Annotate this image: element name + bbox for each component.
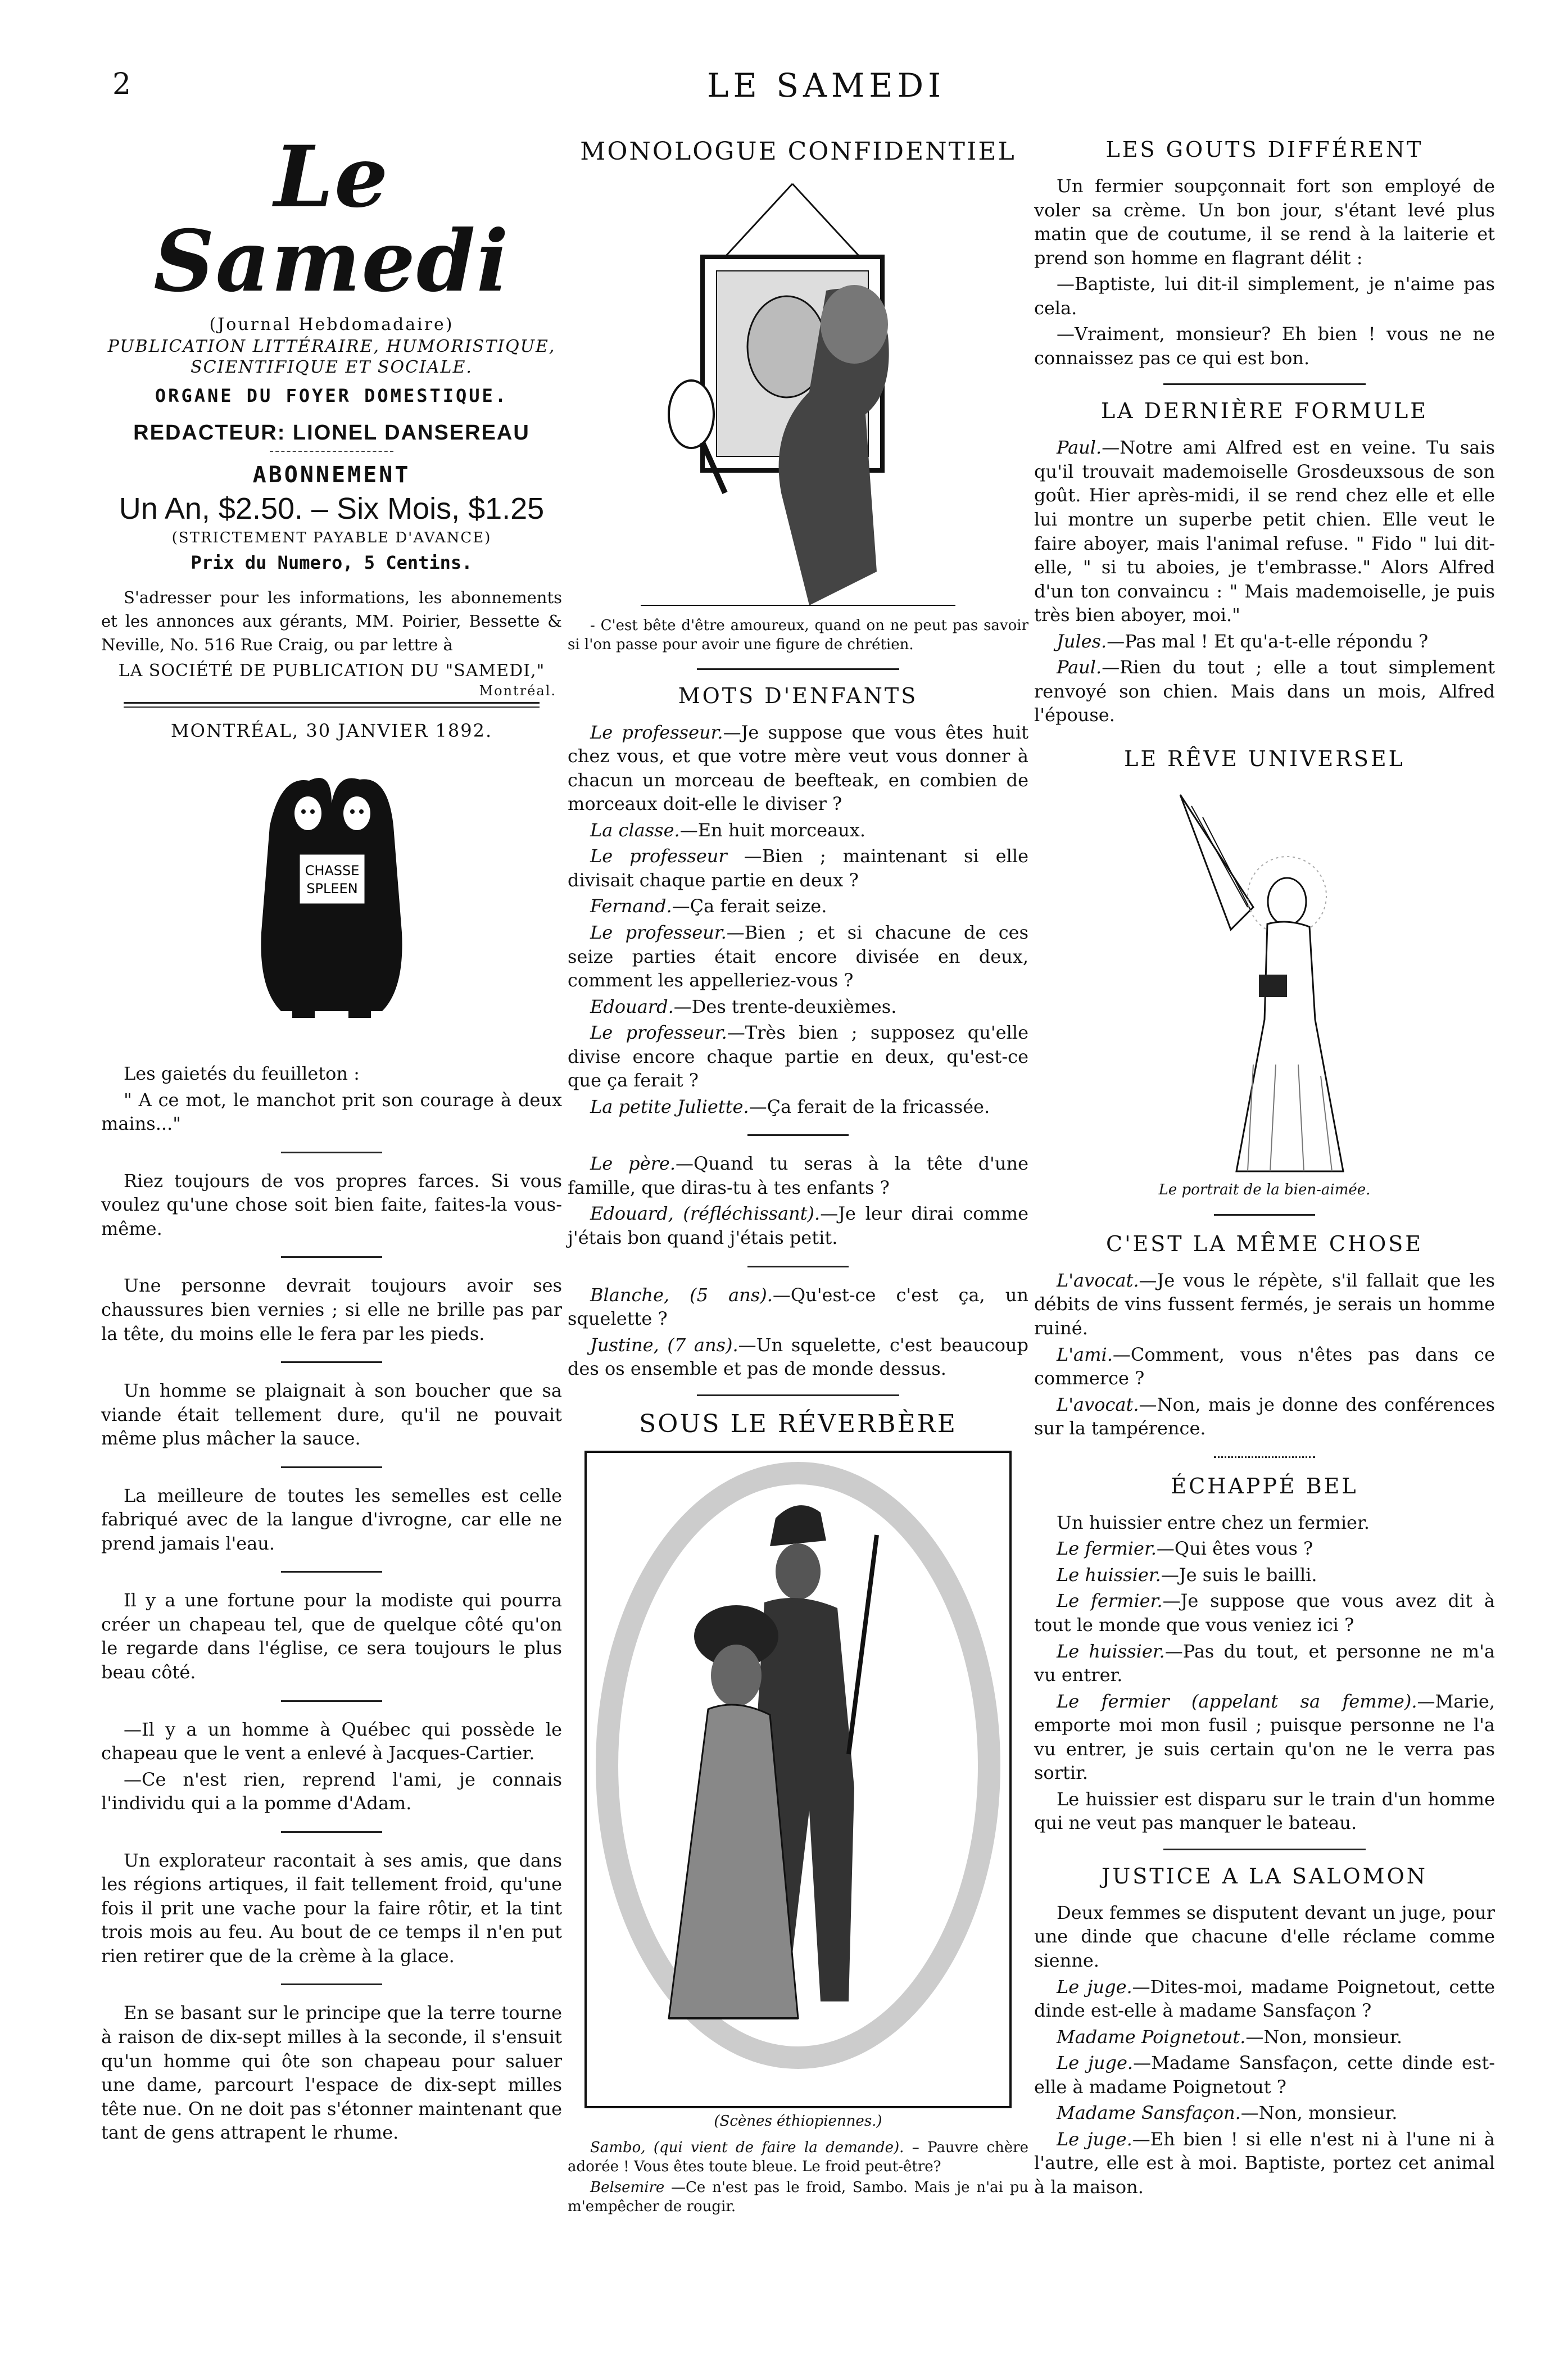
- masthead-tagline-2: SCIENTIFIQUE ET SOCIALE.: [191, 357, 473, 377]
- mots-line-1: Le professeur.—Je suppose que vous êtes huit chez vous, et que votre mère veut vous donner à chacun un morceau de beefteak, en combien de morceaux doit-elle le diviser ?: [568, 721, 1029, 815]
- masthead-divider: [270, 451, 393, 452]
- echappe-line-2: Le huissier.—Je suis le bailli.: [1057, 1564, 1317, 1586]
- meme-line-1: L'avocat.—Je vous le répète, s'il fallait que les débits de vins fussent fermés, je serais un homme ruiné.: [1034, 1269, 1495, 1339]
- masthead-strict: (STRICTEMENT PAYABLE D'AVANCE): [171, 529, 492, 546]
- sign-text-2: SPLEEN: [306, 881, 358, 897]
- col1-para-7a: —Il y a un homme à Québec qui possède le chapeau que le vent a enlevé à Jacques-Cartier.: [101, 1718, 562, 1764]
- separator: [747, 1134, 849, 1136]
- separator: [281, 1831, 382, 1833]
- masthead-organ: ORGANE DU FOYER DOMESTIQUE.: [155, 385, 509, 406]
- meme-line-3: L'avocat.—Non, mais je donne des conférences sur la tampérence.: [1034, 1393, 1495, 1439]
- separator: [747, 1266, 849, 1267]
- col1-para-8: Un explorateur racontait à ses amis, que dans les régions artiques, il fait tellement froid, qu'une fois il prit une vache pour la faire rôtir, et la tint trois mois au feu. Au bout de ce temps il n'en put rien retirer que de la crème à la glace.: [101, 1849, 562, 1967]
- masthead-tagline-1: PUBLICATION LITTÉRAIRE, HUMORISTIQUE,: [107, 337, 556, 356]
- mots-line-3: Le professeur —Bien ; maintenant si elle divisait chaque partie en deux ?: [568, 845, 1028, 891]
- column-1: [101, 129, 562, 2147]
- masthead-subtitle: (Journal Hebdomadaire): [209, 315, 454, 334]
- masthead-logo: Le Samedi: [153, 128, 510, 311]
- separator: [281, 1152, 382, 1153]
- caption-sambo: Sambo, (qui vient de faire la demande). – Pauvre chère adorée ! Vous êtes toute bleue. Le froid peut-être?: [568, 2139, 1028, 2175]
- face-right: [343, 796, 370, 830]
- separator: [281, 1983, 382, 1985]
- heading-reve-universel: LE RÊVE UNIVERSEL: [1124, 746, 1405, 771]
- mots-line-5: Le professeur.—Bien ; et si chacune de ces seize parties était encore divisée en deux, comment les appelleriez-vous ?: [568, 921, 1029, 991]
- echappe-para-0: Un huissier entre chez un fermier.: [1057, 1511, 1370, 1533]
- heading-gouts: LES GOUTS DIFFÉRENT: [1105, 137, 1424, 162]
- col1-para-1b: " A ce mot, le manchot prit son courage à deux mains...": [101, 1089, 562, 1135]
- justice-line-5: Le juge.—Eh bien ! si elle n'est ni à l'une ni à l'autre, elle est à moi. Baptiste, portez cet animal à la maison.: [1034, 2128, 1496, 2198]
- heading-reverbere: SOUS LE RÉVERBÈRE: [639, 1409, 957, 1438]
- caption-belsemire: Belsemire —Ce n'est pas le froid, Sambo. Mais je n'ai pu m'empêcher de rougir.: [568, 2179, 1028, 2216]
- heading-derniere-formule: LA DERNIÈRE FORMULE: [1100, 398, 1429, 424]
- caption-monologue: - C'est bête d'être amoureux, quand on ne peut pas savoir si l'on passe pour avoir une figure de chrétien.: [568, 617, 1028, 653]
- heading-monologue: MONOLOGUE CONFIDENTIEL: [580, 137, 1016, 166]
- column-3: [1034, 129, 1495, 2201]
- mots-line-2: La classe.—En huit morceaux.: [590, 819, 865, 841]
- mots-line-10: Edouard, (réfléchissant).—Je leur dirai comme j'étais bon quand j'étais petit.: [568, 1203, 1029, 1248]
- heading-echappe-bel: ÉCHAPPÉ BEL: [1171, 1473, 1358, 1498]
- echappe-para-6: Le huissier est disparu sur le train d'un homme qui ne veut pas manquer le bateau.: [1034, 1788, 1495, 1834]
- reverbere-illustration: [584, 1451, 1012, 2108]
- heading-justice: JUSTICE A LA SALOMON: [1102, 1863, 1427, 1889]
- justice-line-2: Madame Poignetout.—Non, monsieur.: [1057, 2026, 1402, 2048]
- mots-line-9: Le père.—Quand tu seras à la tête d'une famille, que diras-tu à tes enfants ?: [568, 1153, 1029, 1198]
- masthead-society: LA SOCIÉTÉ DE PUBLICATION DU "SAMEDI,": [118, 661, 545, 681]
- gouts-para-2: —Baptiste, lui dit-il simplement, je n'aime pas cela.: [1034, 273, 1495, 319]
- formule-line-3: Paul.—Rien du tout ; elle a tout simplement renvoyé son chien. Mais dans un mois, Alfred l'épouse.: [1034, 656, 1495, 726]
- justice-line-3: Le juge.—Madame Sansfaçon, cette dinde est-elle à madame Poignetout ?: [1034, 2052, 1496, 2098]
- woman-face: [711, 1645, 762, 1706]
- formule-line-2: Jules.—Pas mal ! Et qu'a-t-elle répondu ?: [1057, 630, 1429, 652]
- col1-para-4: Un homme se plaignait à son boucher que sa viande était tellement dure, qu'il ne pouvait même plus mâcher la sauce.: [101, 1380, 562, 1450]
- mots-line-8: La petite Juliette.—Ça ferait de la fricassée.: [590, 1095, 990, 1117]
- heading-mots-enfants: MOTS D'ENFANTS: [678, 683, 918, 708]
- running-head: LE SAMEDI: [706, 66, 946, 105]
- separator: [1163, 383, 1366, 385]
- meme-line-2: L'ami.—Comment, vous n'êtes pas dans ce commerce ?: [1034, 1343, 1495, 1389]
- masthead-city: Montréal.: [479, 683, 556, 699]
- col1-para-1: Les gaietés du feuilleton :: [124, 1063, 360, 1085]
- mots-line-4: Fernand.—Ça ferait seize.: [590, 895, 827, 917]
- sign-text-1: CHASSE: [305, 863, 360, 879]
- masthead-editor: REDACTEUR: LIONEL DANSEREAU: [133, 421, 530, 445]
- masthead-double-rule: [124, 702, 540, 708]
- separator: [1214, 1456, 1315, 1458]
- mots-line-6: Edouard.—Des trente-deuxièmes.: [590, 995, 897, 1017]
- face-left: [294, 796, 321, 830]
- angel-wing: [1180, 795, 1253, 930]
- sign-board: [299, 854, 365, 904]
- two-women-illustration: [247, 764, 416, 1022]
- mots-line-11: Blanche, (5 ans).—Qu'est-ce c'est ça, un squelette ?: [568, 1284, 1029, 1330]
- separator: [1214, 1214, 1315, 1216]
- col1-para-2: Riez toujours de vos propres farces. Si vous voulez qu'une chose soit bien faite, faites-la vous-même.: [101, 1170, 562, 1239]
- col1-para-5: La meilleure de toutes les semelles est celle fabriqué avec de la langue d'ivrogne, car elle ne prend jamais l'eau.: [101, 1484, 562, 1554]
- gouts-para-3: —Vraiment, monsieur? Eh bien ! vous ne ne connaissez pas ce qui est bon.: [1034, 323, 1495, 369]
- dateline: MONTRÉAL, 30 JANVIER 1892.: [170, 720, 493, 742]
- caption-portrait: Le portrait de la bien-aimée.: [1158, 1181, 1371, 1198]
- masthead-prices: Un An, $2.50. – Six Mois, $1.25: [119, 492, 545, 526]
- heading-meme-chose: C'EST LA MÊME CHOSE: [1106, 1231, 1423, 1256]
- echappe-line-5: Le fermier (appelant sa femme).—Marie, emporte moi mon fusil ; puisque personne ne l'a vu entrer, je suis certain qu'on ne le verra pas sortir.: [1034, 1690, 1495, 1784]
- col1-para-6: Il y a une fortune pour la modiste qui pourra créer un chapeau tel, que de quelque côté qu'on le regarde dans l'église, ce sera toujours le plus beau côté.: [101, 1589, 562, 1683]
- column-2: [568, 129, 1028, 2219]
- formule-line-1: Paul.—Notre ami Alfred est en veine. Tu sais qu'il trouvait mademoiselle Grosdeuxsous de son goût. Hier après-midi, il se rend chez elle et elle lui montre un superbe petit chien. Elle veut le faire aboyer, mais l'animal refuse. " Fido " lui dit-elle, " si tu aboies, je t'embrasse." Alors Alfred d'un ton convaincu : " Mais mademoiselle, je puis très bien aboyer, moi.": [1034, 437, 1495, 626]
- justice-line-4: Madame Sansfaçon.—Non, monsieur.: [1057, 2102, 1398, 2124]
- mots-line-12: Justine, (7 ans).—Un squelette, c'est beaucoup des os ensemble et pas de monde dessus.: [568, 1334, 1028, 1380]
- echappe-line-3: Le fermier.—Je suppose que vous avez dit à tout le monde que vous veniez ici ?: [1034, 1590, 1496, 1636]
- separator: [281, 1256, 382, 1258]
- col1-para-3: Une personne devrait toujours avoir ses chaussures bien vernies ; si elle ne brille pas par la tête, du moins elle le fera par les pieds.: [101, 1275, 562, 1344]
- portrait-frame: [1259, 975, 1287, 997]
- angel-illustration: [1158, 784, 1371, 1177]
- angel-face: [1268, 878, 1306, 925]
- separator: [697, 668, 899, 670]
- separator: [281, 1466, 382, 1468]
- gouts-para-1: Un fermier soupçonnait fort son employé de voler sa crème. Un bon jour, s'étant levé plus matin que de coutume, il se rend à la laiterie et prend son homme en flagrant délit :: [1034, 175, 1495, 269]
- man-face: [776, 1543, 821, 1600]
- masthead: [101, 128, 562, 742]
- masthead-address: S'adresser pour les informations, les abonnements et les annonces aux gérants, MM. Poirier, Bessette & Neville, No. 516 Rue Craig, ou par lettre à: [101, 588, 562, 655]
- hand-mirror: [669, 381, 714, 448]
- masthead-issue-price: Prix du Numero, 5 Centins.: [191, 552, 473, 573]
- separator: [1163, 1849, 1366, 1850]
- caption-scenes: (Scènes éthiopiennes.): [714, 2112, 882, 2130]
- masthead-subscription-title: ABONNEMENT: [252, 462, 411, 488]
- separator: [697, 1394, 899, 1396]
- separator: [281, 1361, 382, 1363]
- separator: [281, 1571, 382, 1573]
- echappe-line-4: Le huissier.—Pas du tout, et personne ne m'a vu entrer.: [1034, 1640, 1496, 1686]
- separator: [281, 1700, 382, 1702]
- page-number: 2: [112, 67, 132, 101]
- justice-para-0: Deux femmes se disputent devant un juge, pour une dinde que chacune d'elle réclame comme sienne.: [1034, 1901, 1495, 1971]
- col1-para-7b: —Ce n'est rien, reprend l'ami, je connais l'individu qui a la pomme d'Adam.: [101, 1768, 562, 1814]
- mots-line-7: Le professeur.—Très bien ; supposez qu'elle divise encore chaque partie en deux, qu'est-ce que ça ferait ?: [568, 1022, 1028, 1092]
- col1-para-9: En se basant sur le principe que la terre tourne à raison de dix-sept milles à la seconde, il s'ensuit qu'un homme qui ôte son chapeau pour saluer une dame, parcourt l'espace de dix-sept milles tête nue. On ne doit pas s'étonner maintenant que tant de gens attrapent le rhume.: [101, 2002, 562, 2144]
- justice-line-1: Le juge.—Dites-moi, madame Poignetout, cette dinde est-elle à madame Sansfaçon ?: [1034, 1976, 1495, 2022]
- mirror-illustration: [641, 178, 955, 617]
- man-head: [821, 285, 888, 364]
- echappe-line-1: Le fermier.—Qui êtes vous ?: [1057, 1538, 1313, 1560]
